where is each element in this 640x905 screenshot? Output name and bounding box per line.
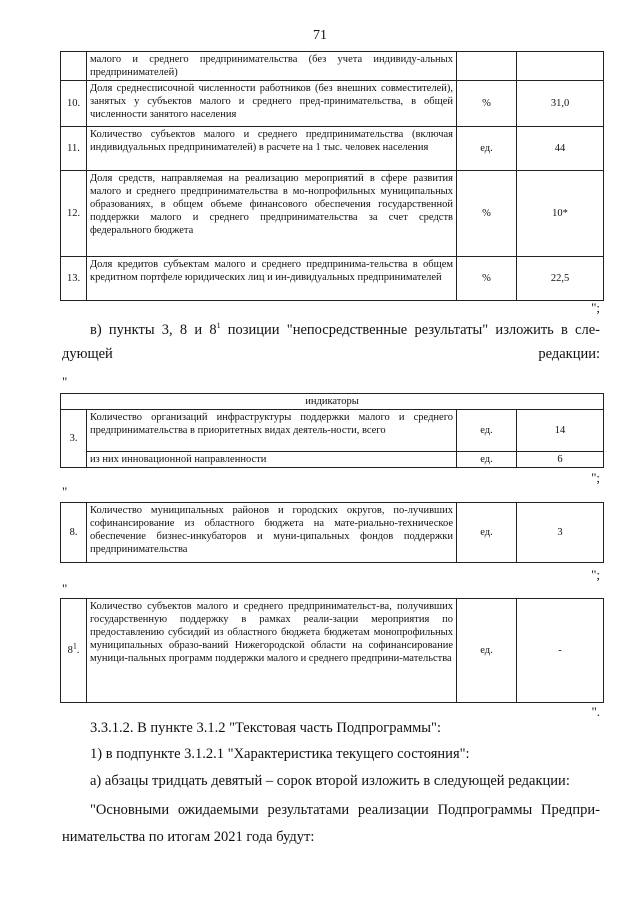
row-description: Количество организаций инфраструктуры поддержки малого и среднего предпринимательства в приоритетных видах деятель-ности, всего <box>87 410 457 452</box>
indicators-table <box>60 51 604 301</box>
table-row <box>61 599 604 703</box>
row-description: малого и среднего предпринимательства (без учета индивиду-альных предпринимателей) <box>87 52 457 81</box>
opening-quote: " <box>62 484 68 499</box>
row-number: 8. <box>61 503 87 563</box>
row-unit: ед. <box>457 599 517 703</box>
results-table-item-8 <box>60 502 604 563</box>
table-row <box>61 171 604 257</box>
row-unit: % <box>457 257 517 301</box>
closing-quote: "; <box>591 567 600 582</box>
row-value: 3 <box>517 503 604 563</box>
closing-quote: "; <box>591 470 600 485</box>
table-row <box>61 503 604 563</box>
table-header: индикаторы <box>61 394 604 410</box>
results-table-item-3 <box>60 393 604 468</box>
paragraph-3-3-1-2: 3.3.1.2. В пункте 3.1.2 "Текстовая часть Подпрограммы": <box>90 720 441 736</box>
row-value: 31,0 <box>517 81 604 127</box>
row-unit: % <box>457 171 517 257</box>
row-unit: ед. <box>457 410 517 452</box>
row-description: Доля кредитов субъектам малого и среднего предпринима-тельства в общем кредитном портфеле юридических лиц и ин-дивидуальных предпринимателей <box>87 257 457 301</box>
row-number: 13. <box>61 257 87 301</box>
row-description: Доля среднесписочной численности работников (без внешних совместителей), занятых у субъектов малого и среднего пред-принимательства, в общей численности занятого населения <box>87 81 457 127</box>
row-description: Количество муниципальных районов и городских округов, по-лучивших софинансирование из областного бюджета на мате-риально-техническое обеспечение бизнес-инкубаторов и муни-ципальных фондов поддержки предпринимательства <box>87 503 457 563</box>
row-value: 10* <box>517 171 604 257</box>
row-value <box>517 52 604 81</box>
table-row <box>61 410 604 452</box>
paragraph-item-b: в) пункты 3, 8 и $8^1$ позиции "непосредственные результаты" изложить в сле-дующей редакции: <box>62 321 600 362</box>
paragraph-quote-line-2: нимательства по итогам 2021 года будут: <box>62 829 315 845</box>
row-number: 10. <box>61 81 87 127</box>
row-value: 22,5 <box>517 257 604 301</box>
closing-quote: "; <box>591 300 600 315</box>
row-unit: ед. <box>457 127 517 171</box>
row-description: Количество субъектов малого и среднего предпринимательст-ва, получивших государственную поддержку в рамках реали-зации мероприятия по предоставлению субсидий из областного бюджета бюджетам монопрофильных муниципальных образо-ваний Нижегородской области на софинансирование муници-пальных программ поддержки малого и среднего предприни-мательства <box>87 599 457 703</box>
page-number: 71 <box>313 28 327 43</box>
table-row <box>61 452 604 468</box>
row-description: Доля средств, направляемая на реализацию мероприятий в сфере развития малого и среднего предпринимательства в мо-нопрофильных муниципальных образованиях, в общем объеме финансового обеспечения государственной поддержки малого и среднего предпринимательства за счет средств федерального бюджета <box>87 171 457 257</box>
table-row <box>61 81 604 127</box>
table-header-row <box>61 394 604 410</box>
table-row <box>61 257 604 301</box>
closing-quote: ". <box>591 704 600 719</box>
row-value: - <box>517 599 604 703</box>
results-table-item-8-1 <box>60 598 604 703</box>
row-value: 14 <box>517 410 604 452</box>
paragraph-subitem-a: а) абзацы тридцать девятый – сорок второй изложить в следующей редакции: <box>90 773 570 789</box>
paragraph-quote-line-1: "Основными ожидаемыми результатами реализации Подпрограммы Предпри- <box>90 802 600 818</box>
row-number: $8^1$. <box>61 599 87 703</box>
row-unit: ед. <box>457 452 517 468</box>
table-row <box>61 127 604 171</box>
row-unit: % <box>457 81 517 127</box>
row-description: Количество субъектов малого и среднего предпринимательства (включая индивидуальных предпринимателей) в расчете на 1 тыс. человек населения <box>87 127 457 171</box>
row-unit <box>457 52 517 81</box>
table-row <box>61 52 604 81</box>
row-number: 3. <box>61 410 87 468</box>
row-description: из них инновационной направленности <box>87 452 457 468</box>
row-unit: ед. <box>457 503 517 563</box>
opening-quote: " <box>62 581 68 596</box>
row-number: 12. <box>61 171 87 257</box>
opening-quote: " <box>62 374 68 389</box>
row-number <box>61 52 87 81</box>
row-value: 6 <box>517 452 604 468</box>
paragraph-subitem-1: 1) в подпункте 3.1.2.1 "Характеристика текущего состояния": <box>90 746 470 762</box>
row-number: 11. <box>61 127 87 171</box>
row-value: 44 <box>517 127 604 171</box>
